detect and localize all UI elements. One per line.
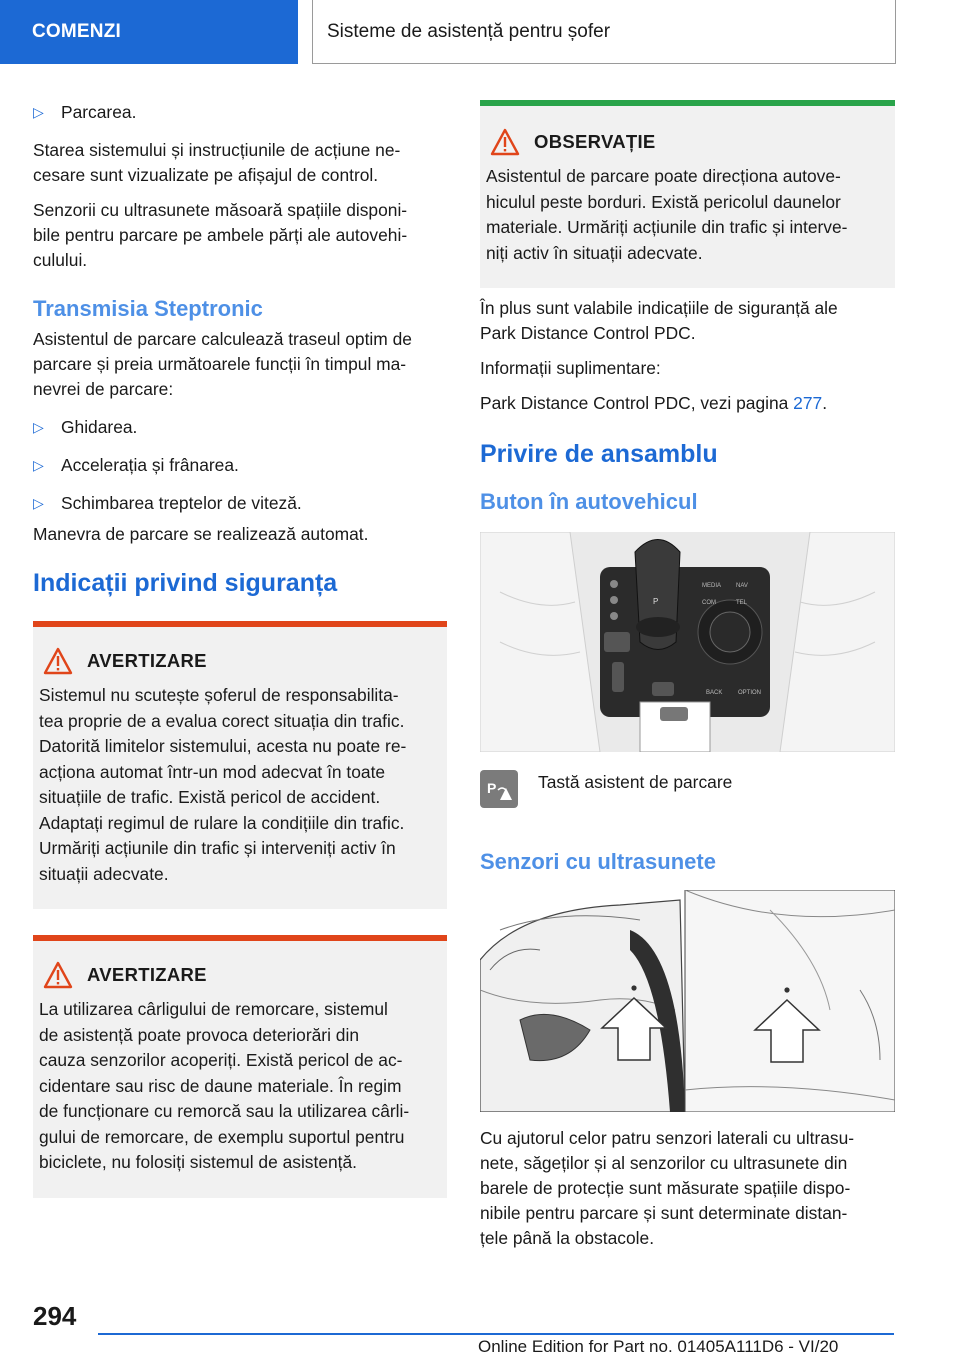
warning-title: AVERTIZARE — [87, 964, 207, 985]
page-number: 294 — [33, 1301, 77, 1331]
svg-text:TEL: TEL — [736, 600, 748, 606]
heading-steptronic: Transmisia Steptronic — [33, 296, 263, 321]
paragraph-steptronic: Asistentul de parcare calculează traseul optim de parcare și preia următoarele funcții în timpul ma- nevrei de parcare: — [33, 329, 412, 399]
warning-triangle-icon — [43, 647, 73, 675]
parking-assistant-icon — [480, 770, 518, 808]
notice-title: OBSERVAȚIE — [534, 131, 656, 152]
footer-divider — [98, 1333, 894, 1335]
right-column — [480, 100, 895, 1261]
warning-box — [33, 621, 447, 909]
button-legend — [480, 770, 895, 808]
paragraph-pdc: În plus sunt valabile indicațiile de siguranță ale Park Distance Control PDC. — [480, 298, 838, 343]
warning-text: Sistemul nu scutește șoferul de responsabilita- tea proprie de a evalua corect situația din trafic. Datorită limitelor sistemului, acesta nu poate re- acționa automat într-un mod adecvat în toate situațiile de trafic. Există pericol de accident. Adaptați regimul de rulare la condițiile din trafic. Urmăriți acțiunile din trafic și interveniți activ în situații adecvate. — [39, 685, 407, 884]
paragraph-reference: Park Distance Control PDC, vezi pagina 277. — [480, 393, 828, 413]
heading-safety: Indicații privind siguranța — [33, 569, 338, 597]
paragraph-auto: Manevra de parcare se realizează automat. — [33, 524, 369, 544]
paragraph-ultrasonic: Cu ajutorul celor patru senzori laterali cu ultrasu- nete, săgeților și al senzorilor cu ultrasunete din barele de protecție sunt măsurate spațiile dispo- nibile pentru parcare și sunt determinate distan- țele până la obstacole. — [480, 1128, 855, 1248]
warning-text: La utilizarea cârligului de remorcare, sistemul de asistență poate provoca deteriorări din cauza senzorilor acoperiți. Există pericol de ac- cidentare sau risc de daune materiale. În regim de funcționare cu remorcă sau la utilizarea cârli- gului de remorcare, de exemplu suportul pentru biciclete, nu folosiți sistemul de asistență. — [39, 999, 410, 1172]
edition-label: Online Edition for Part no. 01405A111D6 - VI/20 — [478, 1337, 839, 1356]
heading-overview: Privire de ansamblu — [480, 440, 718, 468]
chapter-header — [312, 0, 896, 64]
paragraph-info: Informații suplimentare: — [480, 358, 661, 378]
notice-box — [480, 100, 895, 288]
page-link[interactable]: 277 — [793, 393, 823, 413]
notice-text: Asistentul de parcare poate direcționa autove- hiculul peste borduri. Există pericolul daunelor materiale. Urmăriți acțiunile din trafic și interve- niți activ în situații adecvate. — [486, 166, 848, 263]
section-title: COMENZI — [32, 21, 122, 42]
svg-text:P: P — [653, 597, 659, 606]
paragraph-sensors: Senzorii cu ultrasunete măsoară spațiile disponi- bile pentru parcare pe ambele părți ale autovehi- culului. — [33, 200, 408, 270]
warning-box — [33, 935, 447, 1198]
list-item: ▷ Accelerația și frânarea. — [33, 453, 447, 478]
warning-triangle-icon — [490, 128, 520, 156]
svg-text:BACK: BACK — [706, 690, 723, 696]
triangle-right-icon: ▷ — [33, 457, 44, 473]
paragraph-status: Starea sistemului și instrucțiunile de acțiune ne- cesare sunt vizualizate pe afișajul de control. — [33, 140, 401, 185]
warning-triangle-icon — [43, 961, 73, 989]
svg-text:MEDIA: MEDIA — [702, 583, 722, 589]
list-item: ▷ Parcarea. — [33, 100, 447, 125]
svg-text:COM: COM — [702, 600, 716, 606]
center-console-image — [480, 532, 895, 752]
list-item: ▷ Ghidarea. — [33, 415, 447, 440]
svg-text:P: P — [487, 780, 497, 796]
triangle-right-icon: ▷ — [33, 495, 44, 511]
list-item: ▷ Schimbarea treptelor de viteză. — [33, 491, 447, 516]
chapter-tab — [0, 0, 298, 64]
ultrasonic-sensors-image — [480, 890, 895, 1112]
warning-title: AVERTIZARE — [87, 650, 207, 671]
left-column — [33, 100, 447, 1198]
heading-button: Buton în autovehicul — [480, 489, 698, 514]
triangle-right-icon: ▷ — [33, 104, 44, 120]
heading-sensors: Senzori cu ultrasunete — [480, 849, 716, 874]
svg-text:NAV: NAV — [736, 583, 748, 589]
triangle-right-icon: ▷ — [33, 419, 44, 435]
chapter-title: Sisteme de asistență pentru șofer — [327, 20, 611, 42]
svg-text:OPTION: OPTION — [738, 690, 762, 696]
button-caption: Tastă asistent de parcare — [538, 772, 733, 792]
